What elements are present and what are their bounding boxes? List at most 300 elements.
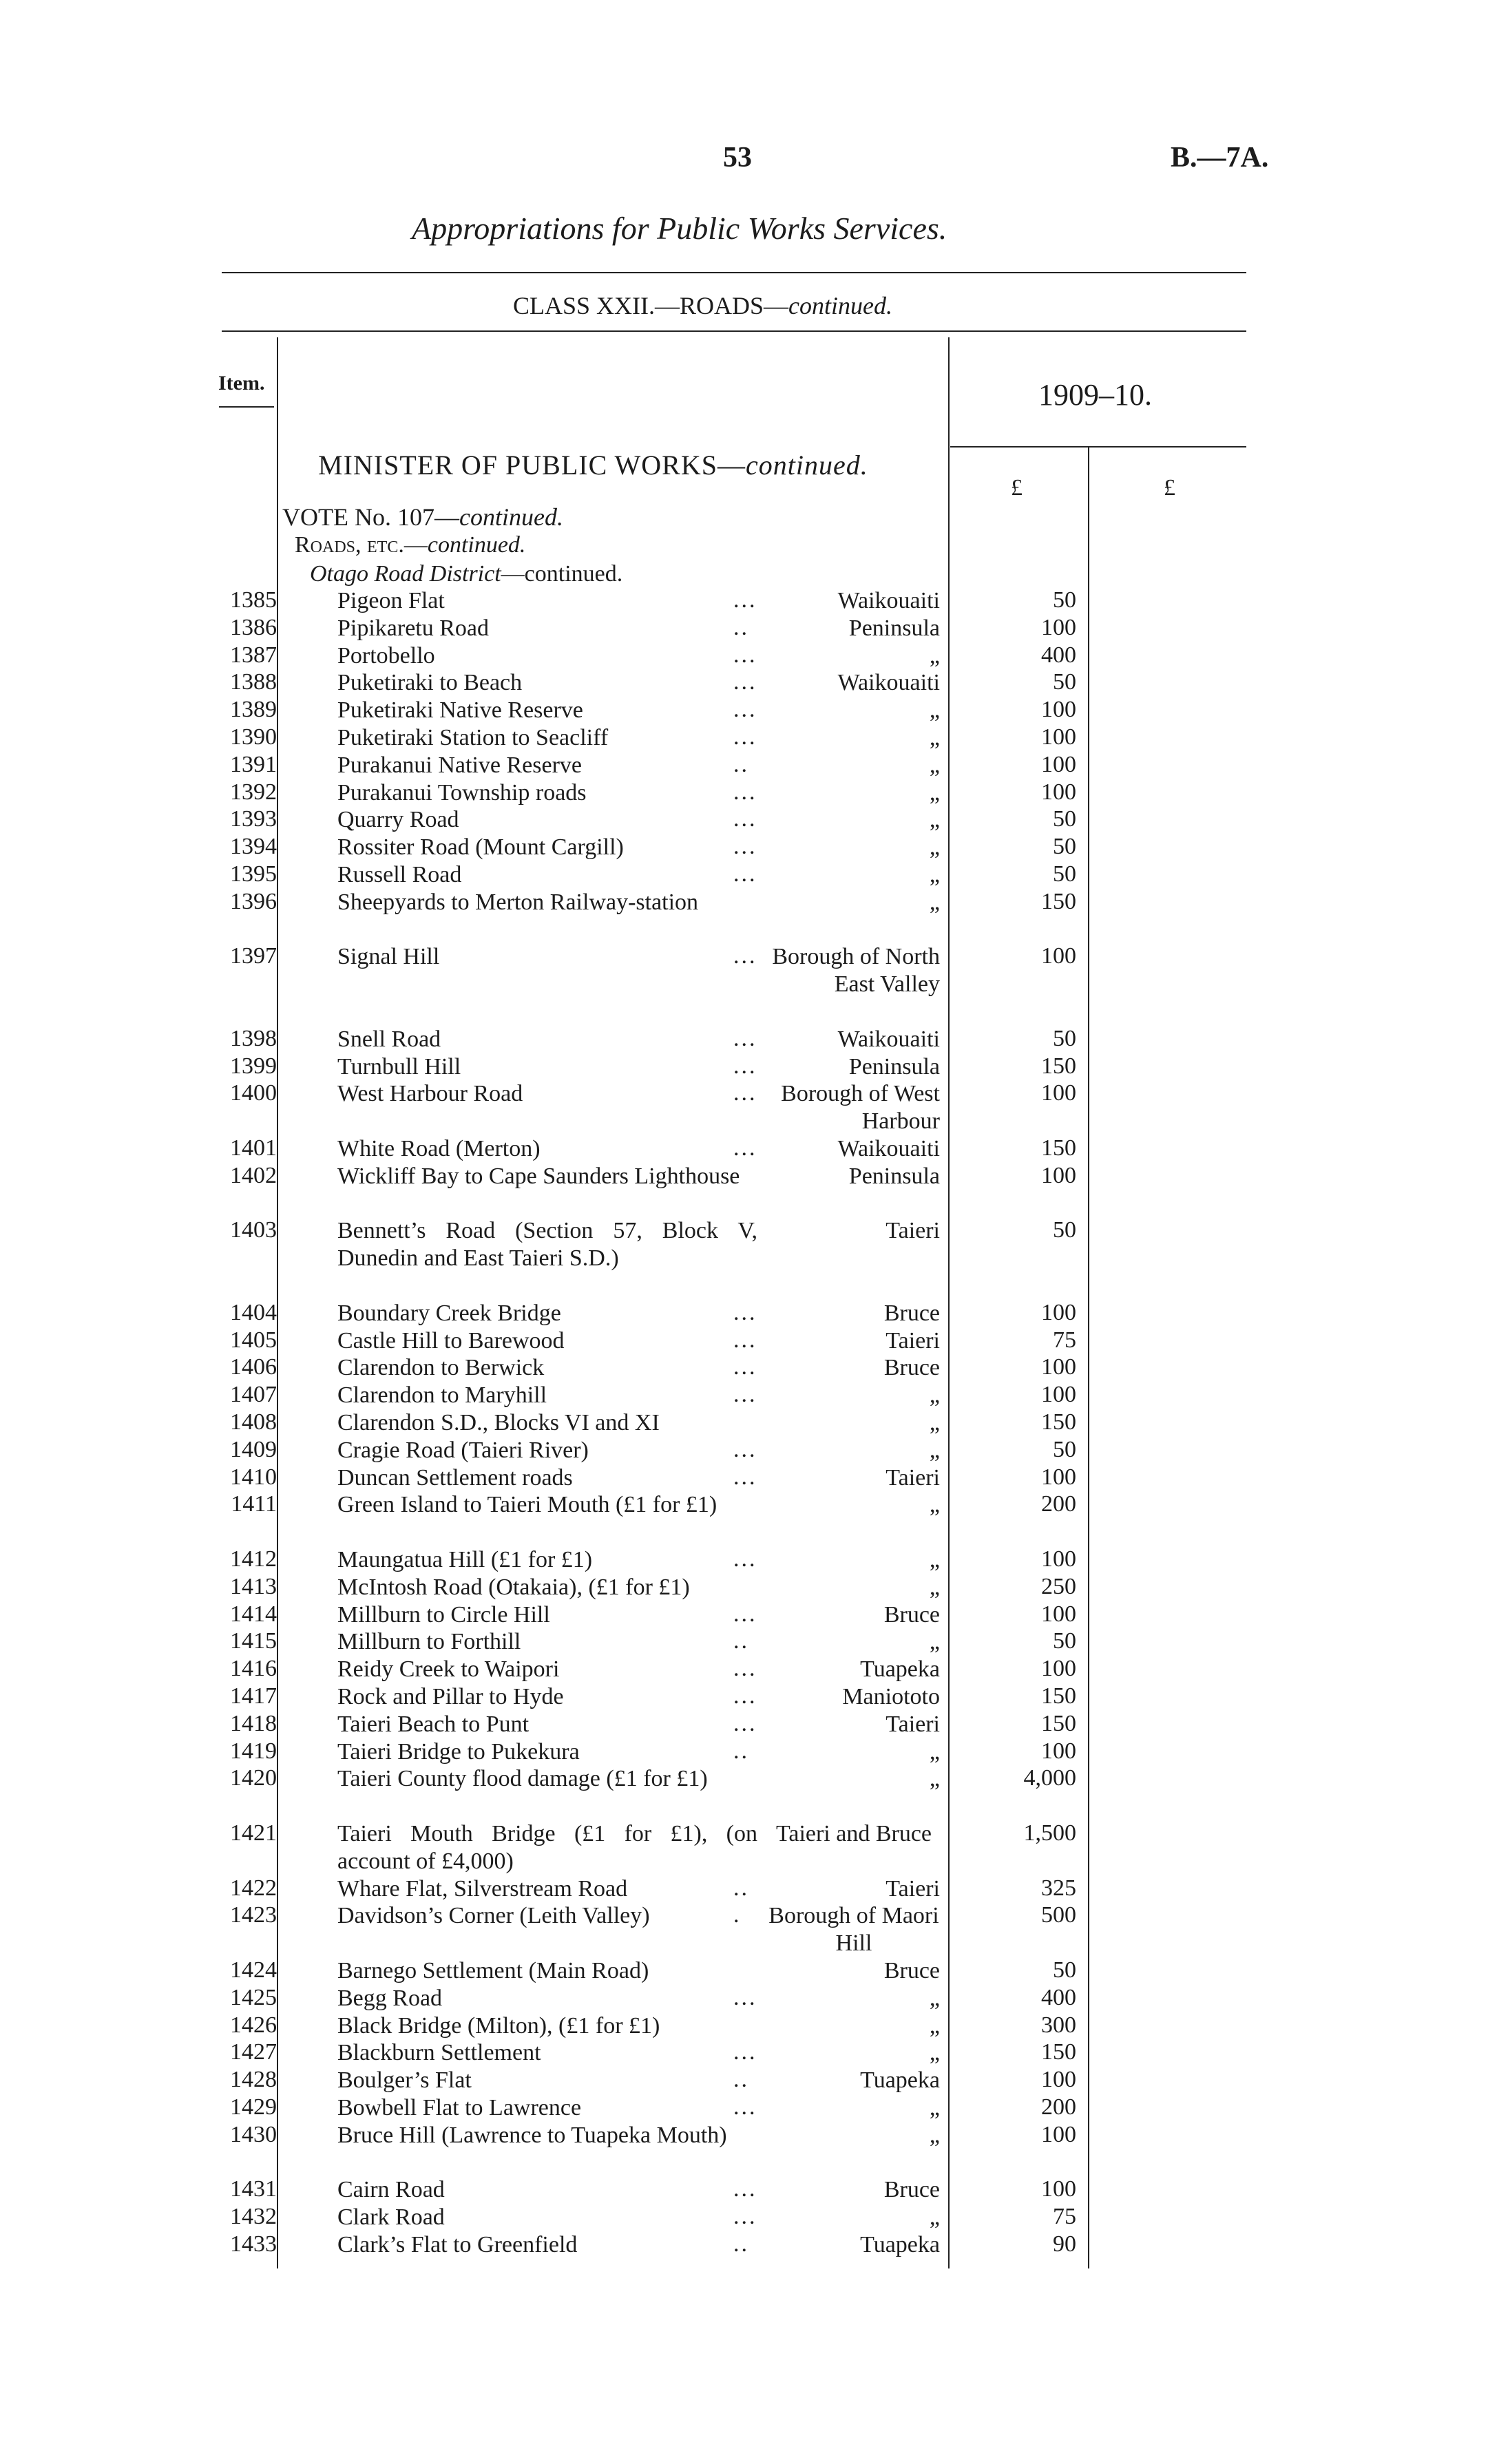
table-row [0, 1163, 1488, 1190]
district-location: „ [929, 752, 940, 778]
district-location: Bruce [883, 1602, 940, 1628]
road-name: Snell Road [337, 1026, 441, 1052]
table-row [0, 1382, 1488, 1409]
road-name: Clarendon to Maryhill [337, 1382, 547, 1408]
amount: 50 [1053, 861, 1076, 887]
district-label: Otago Road District [310, 561, 501, 587]
amount: 75 [1053, 2204, 1076, 2229]
item-number: 1420 [230, 1765, 277, 1791]
district-location: Borough of North East Valley [772, 944, 940, 997]
year-rule [950, 446, 1246, 447]
table-row [0, 1820, 1488, 1874]
top-rule [222, 272, 1246, 273]
table-row [0, 1656, 1488, 1683]
road-name: Puketiraki Station to Seacliff [337, 725, 609, 750]
district-location: „ [929, 2204, 940, 2230]
amount: 400 [1041, 1985, 1076, 2010]
amount: 100 [1041, 1382, 1076, 1407]
amount: 100 [1041, 2122, 1076, 2147]
district-location: Tuapeka [860, 2067, 940, 2093]
leader-dots: ... [733, 1601, 757, 1627]
leader-dots: ... [733, 1656, 757, 1681]
table-row [0, 1300, 1488, 1327]
item-number: 1427 [230, 2039, 277, 2065]
item-number: 1398 [230, 1026, 277, 1051]
table-row [0, 861, 1488, 889]
road-name: Wickliff Bay to Cape Saunders Lighthouse [337, 1163, 740, 1189]
table-row [0, 615, 1488, 642]
road-name: Black Bridge (Milton), (£1 for £1) [337, 2013, 660, 2039]
road-name: Portobello [337, 643, 435, 668]
item-number: 1400 [230, 1080, 277, 1106]
district-location: Peninsula [848, 1163, 940, 1189]
amount: 4,000 [1023, 1765, 1076, 1791]
amount: 100 [1041, 1656, 1076, 1681]
amount: 150 [1041, 889, 1076, 914]
district-location: Borough of West Harbour [781, 1081, 940, 1134]
vote-continued: continued. [459, 503, 563, 531]
table-row [0, 1327, 1488, 1355]
leader-dots: ... [733, 806, 757, 832]
item-number: 1431 [230, 2176, 277, 2202]
item-number: 1418 [230, 1711, 277, 1736]
leader-dots: ... [733, 1053, 757, 1079]
item-number: 1406 [230, 1354, 277, 1380]
amount: 100 [1041, 1163, 1076, 1188]
item-number: 1389 [230, 697, 277, 722]
road-name: Duncan Settlement roads [337, 1465, 573, 1491]
page-title: Appropriations for Public Works Services. [412, 211, 947, 246]
road-name: Castle Hill to Barewood [337, 1328, 565, 1354]
leader-dots: . [733, 1902, 742, 1928]
table-row [0, 1683, 1488, 1711]
vote-label: VOTE No. 107— [282, 503, 459, 531]
leader-dots: ... [733, 1437, 757, 1462]
road-name: West Harbour Road [337, 1081, 523, 1106]
table-row [0, 724, 1488, 752]
district-location: „ [929, 1438, 940, 1463]
road-name: Reidy Creek to Waipori [337, 1656, 560, 1682]
amount: 100 [1041, 1546, 1076, 1572]
table-row [0, 1875, 1488, 1903]
amount: 325 [1041, 1875, 1076, 1901]
leader-dots: ... [733, 834, 757, 859]
item-number: 1388 [230, 669, 277, 695]
table-row [0, 1437, 1488, 1464]
table-row [0, 1409, 1488, 1437]
page-number: 53 [723, 142, 752, 173]
amount: 50 [1053, 1628, 1076, 1654]
amount: 100 [1041, 779, 1076, 805]
item-number: 1425 [230, 1985, 277, 2010]
district-location: „ [929, 643, 940, 668]
table-row [0, 1491, 1488, 1519]
road-name: Bennett’s Road (Section 57, Block V, Dunedin and East Taieri S.D.) [337, 1218, 757, 1271]
table-row [0, 1601, 1488, 1629]
amount: 100 [1041, 1080, 1076, 1106]
item-number: 1422 [230, 1875, 277, 1901]
item-number: 1428 [230, 2067, 277, 2092]
road-name: Millburn to Circle Hill [337, 1602, 550, 1628]
table-row [0, 2012, 1488, 2040]
item-number: 1417 [230, 1683, 277, 1709]
roads-label: Roads, etc.— [295, 532, 428, 558]
district-location: „ [929, 2095, 940, 2120]
leader-dots: ... [733, 1300, 757, 1325]
item-number: 1429 [230, 2094, 277, 2120]
road-name: Purakanui Township roads [337, 780, 587, 805]
amount: 50 [1053, 1437, 1076, 1462]
district-location: Bruce [883, 1355, 940, 1380]
road-name: Clark’s Flat to Greenfield [337, 2232, 578, 2257]
leader-dots: ... [733, 1683, 757, 1709]
district-location: „ [929, 1410, 940, 1435]
road-name: Pigeon Flat [337, 588, 445, 613]
table-row [0, 1546, 1488, 1574]
item-number: 1424 [230, 1957, 277, 1983]
table-row [0, 1464, 1488, 1492]
item-number: 1392 [230, 779, 277, 805]
leader-dots: ... [733, 1985, 757, 2010]
district-location: „ [929, 1766, 940, 1791]
table-row [0, 943, 1488, 997]
leader-dots: .. [733, 2231, 749, 2257]
leader-dots: ... [733, 697, 757, 722]
amount: 50 [1053, 669, 1076, 695]
district-location: Tuapeka [860, 2232, 940, 2257]
table-row [0, 697, 1488, 724]
leader-dots: ... [733, 1354, 757, 1380]
leader-dots: ... [733, 1711, 757, 1736]
road-name: Rock and Pillar to Hyde [337, 1684, 564, 1709]
district-location: „ [929, 2013, 940, 2039]
amount: 50 [1053, 1217, 1076, 1243]
district-location: „ [929, 1739, 940, 1765]
leader-dots: ... [733, 587, 757, 613]
table-row [0, 834, 1488, 861]
road-name: Taieri County flood damage (£1 for £1) [337, 1766, 708, 1791]
district-location: Bruce [883, 1958, 940, 1983]
class-rule [222, 330, 1246, 332]
leader-dots: ... [733, 1327, 757, 1353]
item-number: 1413 [230, 1574, 277, 1599]
item-number: 1426 [230, 2012, 277, 2038]
district-location: Tuapeka [860, 1656, 940, 1682]
district-location: „ [929, 1382, 940, 1408]
district-location: „ [929, 2123, 940, 2148]
amount: 100 [1041, 1354, 1076, 1380]
table-row [0, 1354, 1488, 1382]
table-row [0, 1985, 1488, 2012]
item-number: 1404 [230, 1300, 277, 1325]
amount: 100 [1041, 2067, 1076, 2092]
road-name: Begg Road [337, 1986, 443, 2011]
item-header-underline [219, 406, 274, 408]
district-location: Taieri [886, 1218, 940, 1243]
amount: 200 [1041, 1491, 1076, 1517]
minister-heading [318, 449, 868, 481]
road-name: Boulger’s Flat [337, 2067, 472, 2093]
class-heading [513, 291, 892, 320]
leader-dots: .. [733, 2067, 749, 2092]
table-row [0, 1738, 1488, 1766]
district-location: Maniototo [842, 1684, 940, 1709]
district-location: „ [929, 780, 940, 805]
table-row [0, 1711, 1488, 1738]
item-number: 1390 [230, 724, 277, 750]
table-row [0, 752, 1488, 779]
leader-dots: ... [733, 1080, 757, 1106]
vote-heading [282, 503, 563, 531]
item-number: 1405 [230, 1327, 277, 1353]
item-number: 1408 [230, 1409, 277, 1435]
leader-dots: ... [733, 1382, 757, 1407]
leader-dots: .. [733, 1738, 749, 1764]
amount: 150 [1041, 1053, 1076, 1079]
item-column-header: Item. [218, 372, 265, 394]
road-name: Bowbell Flat to Lawrence [337, 2095, 582, 2120]
road-name: Sheepyards to Merton Railway-station [337, 889, 699, 915]
minister-label: MINISTER OF PUBLIC WORKS— [318, 450, 746, 481]
item-number: 1414 [230, 1601, 277, 1627]
road-name: Taieri Beach to Punt [337, 1712, 530, 1737]
table-row [0, 806, 1488, 834]
item-number: 1419 [230, 1738, 277, 1764]
currency-symbol-col2: £ [1164, 475, 1175, 501]
amount: 100 [1041, 943, 1076, 969]
item-number: 1397 [230, 943, 277, 969]
leader-dots: ... [733, 2204, 757, 2229]
table-row [0, 1628, 1488, 1656]
table-row [0, 2122, 1488, 2149]
currency-symbol-col1: £ [1011, 475, 1023, 501]
year-header: 1909–10. [1038, 378, 1152, 412]
district-location: Waikouaiti [837, 670, 940, 695]
class-label: CLASS XXII.—ROADS— [513, 292, 789, 319]
amount: 75 [1053, 1327, 1076, 1353]
table-row [0, 2067, 1488, 2094]
district-continued: —continued. [501, 561, 623, 587]
table-row [0, 1080, 1488, 1134]
amount: 50 [1053, 806, 1076, 832]
table-row [0, 2176, 1488, 2204]
district-location: Waikouaiti [837, 588, 940, 613]
road-name: Green Island to Taieri Mouth (£1 for £1) [337, 1492, 717, 1517]
road-name: Turnbull Hill [337, 1054, 461, 1080]
table-row [0, 2231, 1488, 2259]
leader-dots: ... [733, 1135, 757, 1161]
district-location: „ [929, 807, 940, 832]
road-name: Puketiraki Native Reserve [337, 697, 583, 723]
item-number: 1421 [230, 1820, 277, 1846]
road-name: Russell Road [337, 862, 462, 887]
document-reference: B.—7A. [1171, 142, 1269, 173]
district-location: „ [929, 2040, 940, 2065]
table-row [0, 1902, 1488, 1956]
amount: 50 [1053, 1957, 1076, 1983]
district-heading [310, 561, 622, 587]
amount: 100 [1041, 1464, 1076, 1490]
item-number: 1432 [230, 2204, 277, 2229]
district-location: Waikouaiti [837, 1026, 940, 1052]
table-row [0, 587, 1488, 615]
road-name: Signal Hill [337, 944, 440, 969]
road-name: Blackburn Settlement [337, 2040, 541, 2065]
amount: 150 [1041, 1683, 1076, 1709]
leader-dots: ... [733, 2176, 757, 2202]
minister-continued: continued. [746, 450, 868, 481]
district-location: „ [929, 862, 940, 887]
item-number: 1393 [230, 806, 277, 832]
class-continued: continued. [788, 292, 893, 319]
district-location: „ [929, 889, 940, 915]
item-number: 1385 [230, 587, 277, 613]
road-name: Rossiter Road (Mount Cargill) [337, 834, 624, 860]
amount: 150 [1041, 1409, 1076, 1435]
leader-dots: .. [733, 615, 749, 640]
road-name: Bruce Hill (Lawrence to Tuapeka Mouth) [337, 2123, 727, 2148]
district-location: Taieri [886, 1465, 940, 1491]
district-location: Peninsula [848, 615, 940, 641]
leader-dots: ... [733, 943, 757, 969]
amount: 100 [1041, 2176, 1076, 2202]
item-number: 1415 [230, 1628, 277, 1654]
road-name: Taieri Bridge to Pukekura [337, 1739, 580, 1765]
district-location: Taieri and Bruce [775, 1821, 932, 1846]
leader-dots: .. [733, 1628, 749, 1654]
amount: 300 [1041, 2012, 1076, 2038]
amount: 1,500 [1023, 1820, 1076, 1846]
table-row [0, 642, 1488, 670]
item-number: 1416 [230, 1656, 277, 1681]
district-location: „ [929, 1575, 940, 1600]
leader-dots: ... [733, 669, 757, 695]
amount: 100 [1041, 697, 1076, 722]
road-name: Clarendon to Berwick [337, 1355, 545, 1380]
amount: 150 [1041, 1135, 1076, 1161]
leader-dots: .. [733, 1875, 749, 1901]
amount: 200 [1041, 2094, 1076, 2120]
district-location: Waikouaiti [837, 1136, 940, 1161]
item-number: 1407 [230, 1382, 277, 1407]
item-number: 1430 [230, 2122, 277, 2147]
item-number: 1396 [230, 889, 277, 914]
item-number: 1409 [230, 1437, 277, 1462]
road-name: Purakanui Native Reserve [337, 752, 582, 778]
leader-dots: ... [733, 2039, 757, 2065]
district-location: „ [929, 834, 940, 860]
table-row [0, 1765, 1488, 1793]
district-location: Taieri [886, 1328, 940, 1354]
item-number: 1391 [230, 752, 277, 777]
amount: 100 [1041, 752, 1076, 777]
amount: 500 [1041, 1902, 1076, 1928]
road-name: Maungatua Hill (£1 for £1) [337, 1547, 593, 1572]
road-name: Pipikaretu Road [337, 615, 490, 641]
road-name: Clark Road [337, 2204, 445, 2230]
road-name: Puketiraki to Beach [337, 670, 523, 695]
item-number: 1394 [230, 834, 277, 859]
leader-dots: ... [733, 861, 757, 887]
item-number: 1412 [230, 1546, 277, 1572]
leader-dots: ... [733, 1026, 757, 1051]
item-number: 1402 [230, 1163, 277, 1188]
road-name: White Road (Merton) [337, 1136, 541, 1161]
amount: 50 [1053, 1026, 1076, 1051]
table-row [0, 2094, 1488, 2122]
table-row [0, 669, 1488, 697]
road-name: Boundary Creek Bridge [337, 1301, 561, 1326]
table-row [0, 1053, 1488, 1081]
amount: 100 [1041, 615, 1076, 640]
item-number: 1423 [230, 1902, 277, 1928]
road-name: Quarry Road [337, 807, 459, 832]
table-row [0, 1574, 1488, 1601]
road-name: Cragie Road (Taieri River) [337, 1438, 589, 1463]
item-number: 1387 [230, 642, 277, 668]
district-location: Bruce [883, 2177, 940, 2202]
leader-dots: ... [733, 724, 757, 750]
amount: 100 [1041, 1300, 1076, 1325]
item-number: 1403 [230, 1217, 277, 1243]
road-name: Davidson’s Corner (Leith Valley) [337, 1903, 650, 1928]
district-location: Borough of Maori Hill [768, 1903, 939, 1956]
item-number: 1410 [230, 1464, 277, 1490]
table-row [0, 1135, 1488, 1163]
item-number: 1399 [230, 1053, 277, 1079]
leader-dots: ... [733, 642, 757, 668]
amount: 150 [1041, 1711, 1076, 1736]
table-row [0, 2039, 1488, 2067]
amount: 50 [1053, 587, 1076, 613]
table-row [0, 2204, 1488, 2231]
item-number: 1386 [230, 615, 277, 640]
district-location: Bruce [883, 1301, 940, 1326]
item-number: 1433 [230, 2231, 277, 2257]
road-name: McIntosh Road (Otakaia), (£1 for £1) [337, 1575, 690, 1600]
road-name: Millburn to Forthill [337, 1629, 521, 1654]
leader-dots: ... [733, 1464, 757, 1490]
item-number: 1401 [230, 1135, 277, 1161]
table-row [0, 1957, 1488, 1985]
leader-dots: .. [733, 752, 749, 777]
table-row [0, 889, 1488, 916]
amount: 100 [1041, 1738, 1076, 1764]
district-location: „ [929, 1629, 940, 1654]
district-location: „ [929, 1986, 940, 2011]
district-location: „ [929, 1492, 940, 1517]
district-location: „ [929, 1547, 940, 1572]
district-location: Taieri [886, 1712, 940, 1737]
table-row [0, 1217, 1488, 1271]
district-location: Peninsula [848, 1054, 940, 1080]
amount: 50 [1053, 834, 1076, 859]
district-location: Taieri [886, 1876, 940, 1902]
table-row [0, 779, 1488, 807]
road-name: Cairn Road [337, 2177, 445, 2202]
amount: 100 [1041, 724, 1076, 750]
district-location: „ [929, 697, 940, 723]
amount: 90 [1053, 2231, 1076, 2257]
leader-dots: ... [733, 779, 757, 805]
leader-dots: ... [733, 2094, 757, 2120]
road-name: Taieri Mouth Bridge (£1 for £1), (on account of £4,000) [337, 1821, 757, 1874]
road-name: Clarendon S.D., Blocks VI and XI [337, 1410, 660, 1435]
item-number: 1395 [230, 861, 277, 887]
roads-heading [295, 532, 525, 558]
road-name: Barnego Settlement (Main Road) [337, 1958, 649, 1983]
item-number: 1411 [231, 1491, 277, 1517]
